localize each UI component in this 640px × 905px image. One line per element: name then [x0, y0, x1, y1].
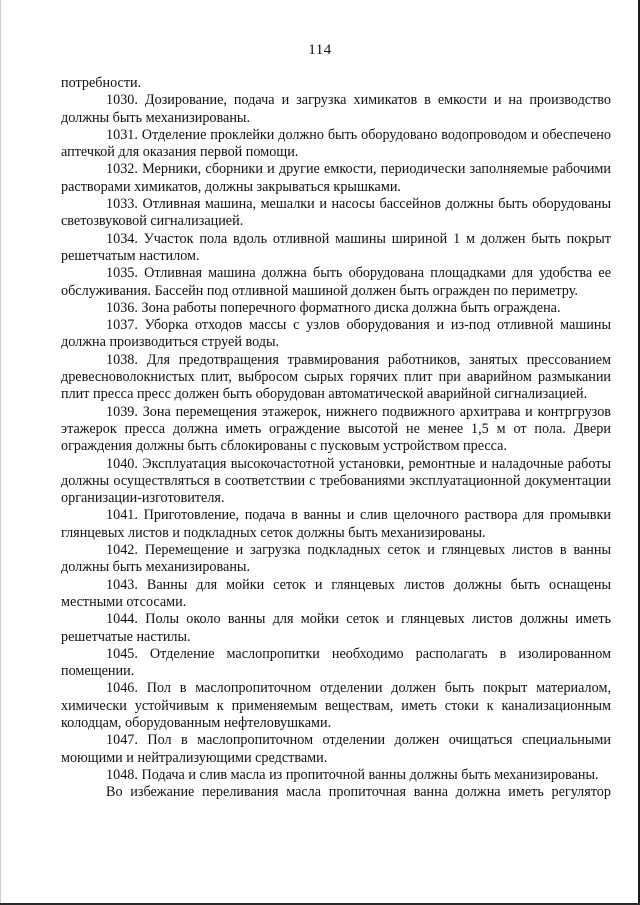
paragraph-1041: 1041. Приготовление, подача в ванны и слив щелочного раствора для промывки глянцевых листов и подкладных сеток должны быть механизированы.: [61, 507, 611, 541]
page-number: 114: [308, 42, 332, 58]
paragraph-1030: 1030. Дозирование, подача и загрузка химикатов в емкости и на производство должны быть механизированы.: [61, 92, 611, 126]
paragraph-1045: 1045. Отделение маслопропитки необходимо располагать в изолированном помещении.: [61, 645, 611, 680]
paragraph-1032: 1032. Мерники, сборники и другие емкости, периодически заполняемые рабочими растворами химикатов, должны закрываться крышками.: [61, 161, 611, 195]
paragraph-1036: 1036. Зона работы поперечного форматного диска должна быть ограждена.: [106, 299, 561, 316]
paragraph-1034: 1034. Участок пола вдоль отливной машины шириной 1 м должен быть покрыт решетчатым настилом.: [61, 230, 611, 264]
paragraph-1039: 1039. Зона перемещения этажерок, нижнего подвижного архитрава и контргрузов этажерок пресса должна иметь ограждение высотой не менее 1,5 м от пола. Двери ограждения должны быть сблокированы с пусковым устройством пресса.: [61, 403, 611, 455]
document-body: [61, 75, 611, 801]
paragraph-1037: 1037. Уборка отходов массы с узлов оборудования и из-под отливной машины должна производиться струей воды.: [61, 317, 611, 351]
paragraph-continuation: потребности.: [61, 75, 142, 91]
paragraph-1044: 1044. Полы около ванны для мойки сеток и глянцевых листов должны иметь решетчатые настилы.: [61, 611, 611, 645]
paragraph-1043: 1043. Ванны для мойки сеток и глянцевых листов должны быть оснащены местными отсосами.: [61, 576, 611, 610]
paragraph-1031: 1031. Отделение проклейки должно быть оборудовано водопроводом и обеспечено аптечкой для оказания первой помощи.: [61, 126, 611, 161]
paragraph-1038: 1038. Для предотвращения травмирования работников, занятых прессованием древесноволокнистых плит, выбросом сырых горячих плит при аварийном размыкании плит пресса пресс должен быть оборудован автоматической аварийной сигнализацией.: [61, 351, 611, 403]
paragraph-1042: 1042. Перемещение и загрузка подкладных сеток и глянцевых листов в ванны должны быть механизированы.: [61, 542, 611, 576]
paragraph-1040: 1040. Эксплуатация высокочастотной установки, ремонтные и наладочные работы должны осуществляться в соответствии с требованиями эксплуатационной документации организации-изготовителя.: [61, 455, 611, 507]
paragraph-1035: 1035. Отливная машина должна быть оборудована площадками для удобства ее обслуживания. Бассейн под отливной машиной должен быть огражден по периметру.: [61, 265, 611, 299]
paragraph-overflow-regulator: Во избежание переливания масла пропиточная ванна должна иметь регулятор: [106, 784, 611, 801]
paragraph-1046: 1046. Пол в маслопропиточном отделении должен быть покрыт материалом, химически устойчивым к применяемым веществам, иметь стоки к канализационным колодцам, оборудованным нефтеловушками.: [61, 680, 611, 731]
paragraph-1047: 1047. Пол в маслопропиточном отделении должен очищаться специальными моющими и нейтрализующими средствами.: [61, 732, 611, 766]
paragraph-1048: 1048. Подача и слив масла из пропиточной ванны должны быть механизированы.: [106, 766, 599, 783]
paragraph-1033: 1033. Отливная машина, мешалки и насосы бассейнов должны быть оборудованы светозвуковой сигнализацией.: [61, 196, 611, 230]
scan-left-edge: [0, 0, 1, 905]
